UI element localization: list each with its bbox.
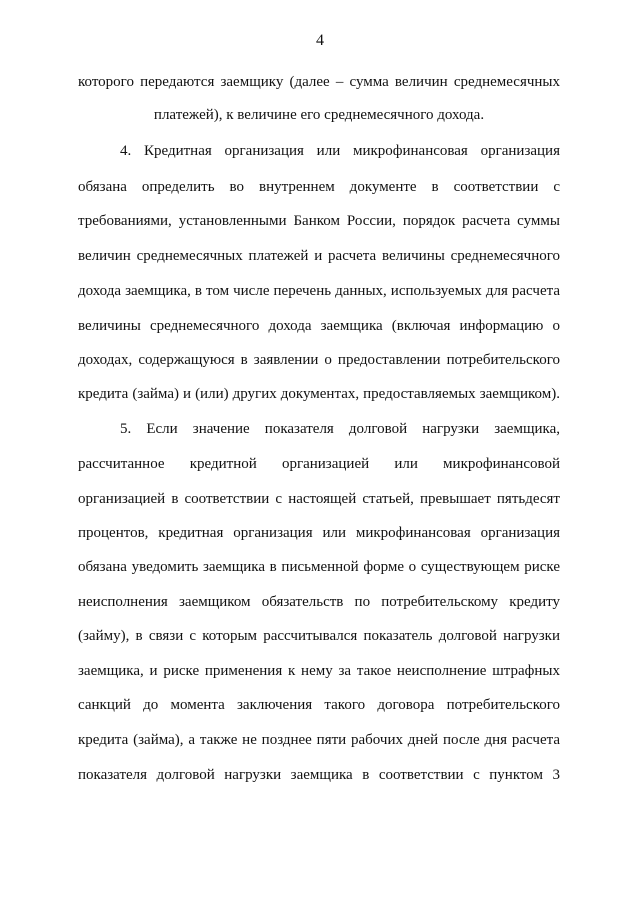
text-line: процентов, кредитная организация или микрофинансовая организация: [78, 525, 560, 541]
text-line: кредита (займа) и (или) других документах, предоставляемых заемщиком).: [78, 386, 560, 402]
text-line: показателя долговой нагрузки заемщика в соответствии с пунктом 3: [78, 767, 560, 783]
text-line: обязана уведомить заемщика в письменной форме о существующем риске: [78, 559, 560, 575]
text-line: организацией в соответствии с настоящей статьей, превышает пятьдесят: [78, 491, 560, 507]
text-line: кредита (займа), а также не позднее пяти рабочих дней после дня расчета: [78, 732, 560, 748]
text-line: платежей), к величине его среднемесячного дохода.: [153, 107, 485, 123]
text-line: санкций до момента заключения такого договора потребительского: [78, 697, 560, 713]
text-line: дохода заемщика, в том числе перечень данных, используемых для расчета: [78, 283, 560, 299]
text-line: величин среднемесячных платежей и расчета величины среднемесячного: [78, 248, 560, 264]
text-line: величины среднемесячного дохода заемщика (включая информацию о: [78, 318, 560, 334]
paragraph-start-line: 5. Если значение показателя долговой нагрузки заемщика,: [120, 421, 560, 437]
text-line: требованиями, установленными Банком России, порядок расчета суммы: [78, 213, 560, 229]
text-line: (займу), в связи с которым рассчитывался показатель долговой нагрузки: [78, 628, 560, 644]
text-line: доходах, содержащуюся в заявлении о предоставлении потребительского: [78, 352, 560, 368]
text-line: рассчитанное кредитной организацией или микрофинансовой: [78, 456, 560, 472]
text-line: которого передаются заемщику (далее – сумма величин среднемесячных: [78, 74, 560, 90]
text-line: неисполнения заемщиком обязательств по потребительскому кредиту: [78, 594, 560, 610]
paragraph-start-line: 4. Кредитная организация или микрофинансовая организация: [120, 143, 560, 159]
page-number: 4: [316, 32, 324, 49]
text-line: заемщика, и риске применения к нему за такое неисполнение штрафных: [78, 663, 560, 679]
text-line: обязана определить во внутреннем документе в соответствии с: [78, 179, 560, 195]
